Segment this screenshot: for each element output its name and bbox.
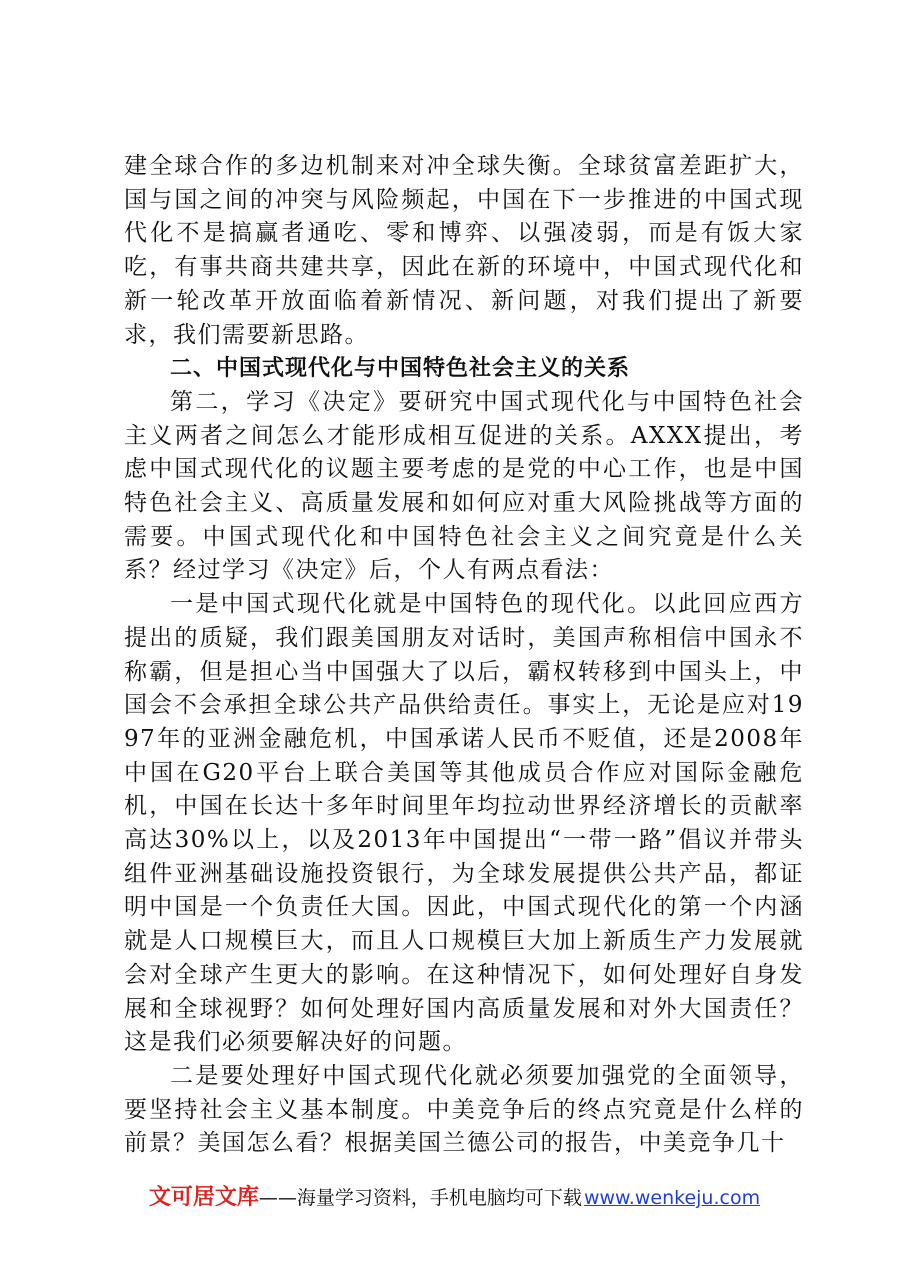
document-body	[124, 150, 804, 1161]
section-heading: 二、中国式现代化与中国特色社会主义的关系	[170, 356, 631, 382]
paragraph-view-one: 一是中国式现代化就是中国特色的现代化。以此回应西方提出的质疑，我们跟美国朋友对话时，美国声称相信中国永不称霸，但是担心当中国强大了以后，霸权转移到中国头上，中国会不会承担全球公共产品供给责任。事实上，无论是应对1997年的亚洲金融危机，中国承诺人民币不贬值，还是2008年中国在G20平台上联合美国等其他成员合作应对国际金融危机，中国在长达十多年时间里年均拉动世界经济增长的贡献率高达30%以上，以及2013年中国提出“一带一路”倡议并带头组件亚洲基础设施投资银行，为全球发展提供公共产品，都证明中国是一个负责任大国。因此，中国式现代化的第一个内涵就是人口规模巨大，而且人口规模巨大加上新质生产力发展就会对全球产生更大的影响。在这种情况下，如何处理好自身发展和全球视野？如何处理好国内高质量发展和对外大国责任？这是我们必须要解决好的问题。	[124, 591, 804, 1056]
footer-slogan: ——海量学习资料，手机电脑均可下载	[258, 1187, 582, 1209]
paragraph-continued: 建全球合作的多边机制来对冲全球失衡。全球贫富差距扩大，国与国之间的冲突与风险频起，中国在下一步推进的中国式现代化不是搞赢者通吃、零和博弈、以强凌弱，而是有饭大家吃，有事共商共建共享，因此在新的环境中，中国式现代化和新一轮改革开放面临着新情况、新问题，对我们提出了新要求，我们需要新思路。	[124, 153, 804, 348]
paragraph-view-two: 二是要处理好中国式现代化就必须要加强党的全面领导，要坚持社会主义基本制度。中美竞争后的终点究竟是什么样的前景？美国怎么看？根据美国兰德公司的报告，中美竞争几十	[124, 1062, 804, 1157]
footer-website-link[interactable]: www.wenkeju.com	[583, 1187, 761, 1209]
page-footer	[0, 1180, 909, 1211]
paragraph-second-point: 第二，学习《决定》要研究中国式现代化与中国特色社会主义两者之间怎么才能形成相互促进的关系。AXXX提出，考虑中国式现代化的议题主要考虑的是党的中心工作，也是中国特色社会主义、高质量发展和如何应对重大风险挑战等方面的需要。中国式现代化和中国特色社会主义之间究竟是什么关系？经过学习《决定》后，个人有两点看法：	[124, 388, 804, 584]
footer-brand: 文可居文库	[148, 1185, 259, 1210]
